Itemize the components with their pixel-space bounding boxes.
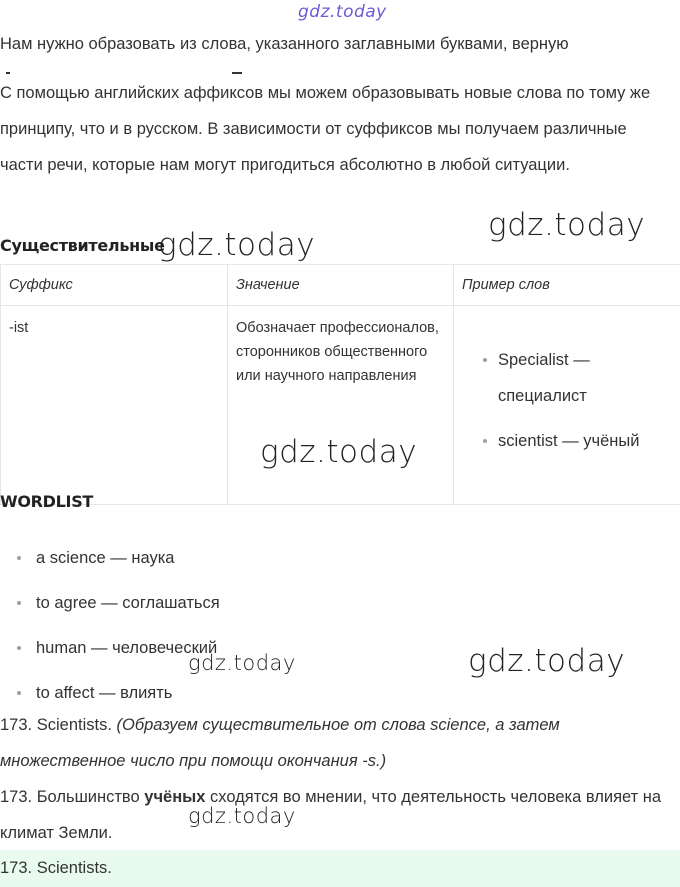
watermark-top: gdz.today — [298, 2, 387, 22]
watermark: gdz.today — [488, 207, 646, 243]
task-sentence — [0, 779, 672, 851]
column-header-meaning: Значение — [228, 265, 454, 306]
cut-text-mark — [6, 72, 10, 74]
intro-paragraph: С помощью английских аффиксов мы можем образовывать новые слова по тому же принципу, что и в русском. В зависимости от суффиксов мы получаем различные части речи, которые нам могут пригодиться абсолютно в любой ситуации. — [0, 84, 651, 174]
answer-box — [0, 850, 680, 887]
list-item: Specialist — специалист — [474, 342, 672, 414]
meaning-cell: Обозначает профессионалов, сторонников общественного или научного направления — [228, 306, 454, 505]
table-row — [1, 306, 680, 505]
examples-cell — [454, 306, 680, 505]
watermark: gdz.today — [468, 643, 626, 679]
suffix-cell: -ist — [1, 306, 228, 505]
wordlist-title: WORDLIST — [0, 492, 94, 511]
list-item: human — человеческий — [12, 626, 220, 671]
answer-text: 173. Scientists. — [0, 859, 112, 877]
task-explanation-block — [0, 707, 672, 779]
watermark: gdz.today — [188, 804, 296, 828]
examples-list — [474, 342, 672, 459]
watermark: gdz.today — [158, 227, 316, 263]
column-header-examples: Пример слов — [454, 265, 680, 306]
sentence-end: сходятся во мнении, что деятельность человека влияет на климат Земли. — [0, 788, 662, 842]
watermark: gdz.today — [188, 651, 296, 675]
column-header-suffix: Суффикс — [1, 265, 228, 306]
cut-text-mark — [232, 72, 242, 74]
list-item: to agree — соглашаться — [12, 581, 220, 626]
task-word: Scientists. — [36, 716, 112, 734]
nouns-heading: Существительные — [0, 236, 165, 255]
table-header-row — [1, 265, 680, 306]
list-item: a science — наука — [12, 536, 220, 581]
task-explanation: (Образуем существительное от слова science, а затем множественное число при помощи окончания -s.) — [0, 716, 560, 770]
wordlist — [12, 536, 220, 716]
sentence-start: 173. Большинство — [0, 788, 145, 806]
sentence-highlight: учёных — [144, 788, 206, 806]
list-item: to affect — влиять — [12, 671, 220, 716]
list-item: scientist — учёный — [474, 423, 672, 459]
intro-first-line: Нам нужно образовать из слова, указанного заглавными буквами, верную — [0, 35, 569, 53]
task-number: 173. — [0, 716, 33, 734]
watermark: gdz.today — [260, 434, 418, 470]
